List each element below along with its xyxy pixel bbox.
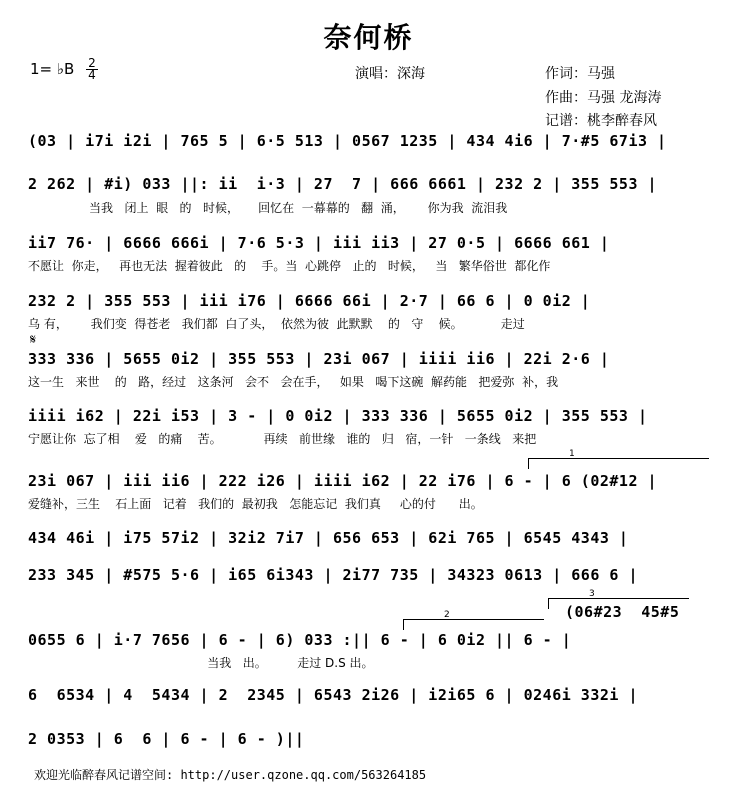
- time-top: 2: [88, 56, 96, 70]
- score-row-1: (03 | i7i i2i | 765 5 | 6·5 513 | 0567 1235 | 434 4i6 | 7·#5 67i3 |: [28, 132, 667, 150]
- key-signature: 1= ♭B: [30, 60, 75, 78]
- score-row-9: 233 345 | #575 5·6 | i65 6i343 | 2i77 735 | 34323 0613 | 666 6 |: [28, 566, 638, 584]
- song-title: 奈何桥: [323, 21, 414, 54]
- lyric-row-5: 这一生 来世 的 路，经过 这条河 会不 会在手， 如果 喝下这碗 解药能 把爱弥 补，我: [28, 375, 559, 389]
- lyric-row-1: [28, 154, 708, 170]
- score-row-5: 333 336 | 5655 0i2 | 355 553 | 23i 067 | iiii ii6 | 22i 2·6 |: [28, 350, 610, 368]
- lyric-row-3: 不愿让 你走， 再也无法 握着彼此 的 手。当 心跳停 止的 时候， 当 繁华俗世 都化作: [28, 259, 551, 273]
- footer-url-text: 欢迎光临醉春风记谱空间: http://user.qzone.qq.com/563264185: [34, 768, 427, 782]
- lyric-row-2: 当我 闭上 眼 的 时候， 回忆在 一幕幕的 翻 涌， 你为我 流泪我: [28, 201, 508, 215]
- score-row-11: 6 6534 | 4 5434 | 2 2345 | 6543 2i26 | i2i65 6 | 0246i 332i |: [28, 686, 638, 704]
- volta-3-notes: (06#23 45#5: [565, 603, 680, 621]
- score-row-10: 0655 6 | i·7 7656 | 6 - | 6) 033 :|| 6 - | 6 0i2 || 6 - |: [28, 631, 572, 649]
- lyric-row-7: 爱缝补，三生 石上面 记着 我们的 最初我 怎能忘记 我们真 心的付 出。: [28, 497, 483, 511]
- time-bottom: 4: [88, 68, 96, 82]
- segno-sign: 𝄋: [30, 332, 37, 348]
- transcriber-credit: 记谱：桃李醉春风: [545, 113, 657, 129]
- volta-2-number: 2: [444, 610, 450, 620]
- score-row-2: 2 262 | #i) 033 ||: ii i·3 | 27 7 | 666 6661 | 232 2 | 355 553 |: [28, 175, 658, 193]
- score-row-3: ii7 76· | 6666 666i | 7·6 5·3 | iii ii3 | 27 0·5 | 6666 661 |: [28, 234, 610, 252]
- lyricist-credit: 作词：马强: [545, 66, 615, 82]
- singer-credit: 演唱：深海: [355, 66, 425, 82]
- score-row-4: 232 2 | 355 553 | iii i76 | 6666 66i | 2·7 | 66 6 | 0 0i2 |: [28, 292, 591, 310]
- time-signature: [85, 58, 99, 81]
- volta-1-bracket: [528, 449, 709, 469]
- lyric-row-10: 当我 出。 走过 D.S 出。: [28, 656, 374, 670]
- score-row-7: 23i 067 | iii ii6 | 222 i26 | iiii i62 | 22 i76 | 6 - | 6 (02#12 |: [28, 472, 658, 490]
- volta-3-number: 3: [589, 589, 595, 599]
- lyric-row-6: 宁愿让你 忘了相 爱 的痛 苦。 再续 前世缘 谁的 归 宿，一针 一条线 来把: [28, 432, 537, 446]
- score-row-12: 2 0353 | 6 6 | 6 - | 6 - )||: [28, 730, 305, 748]
- composer-credit: 作曲：马强 龙海涛: [545, 90, 662, 106]
- lyric-row-4: 乌 有， 我们变 得苍老 我们都 白了头， 依然为彼 此默默 的 守 候。 走过: [28, 317, 525, 331]
- score-row-6: iiii i62 | 22i i53 | 3 - | 0 0i2 | 333 336 | 5655 0i2 | 355 553 |: [28, 407, 648, 425]
- score-row-8: 434 46i | i75 57i2 | 32i2 7i7 | 656 653 | 62i 765 | 6545 4343 |: [28, 529, 629, 547]
- volta-1-number: 1: [569, 449, 575, 459]
